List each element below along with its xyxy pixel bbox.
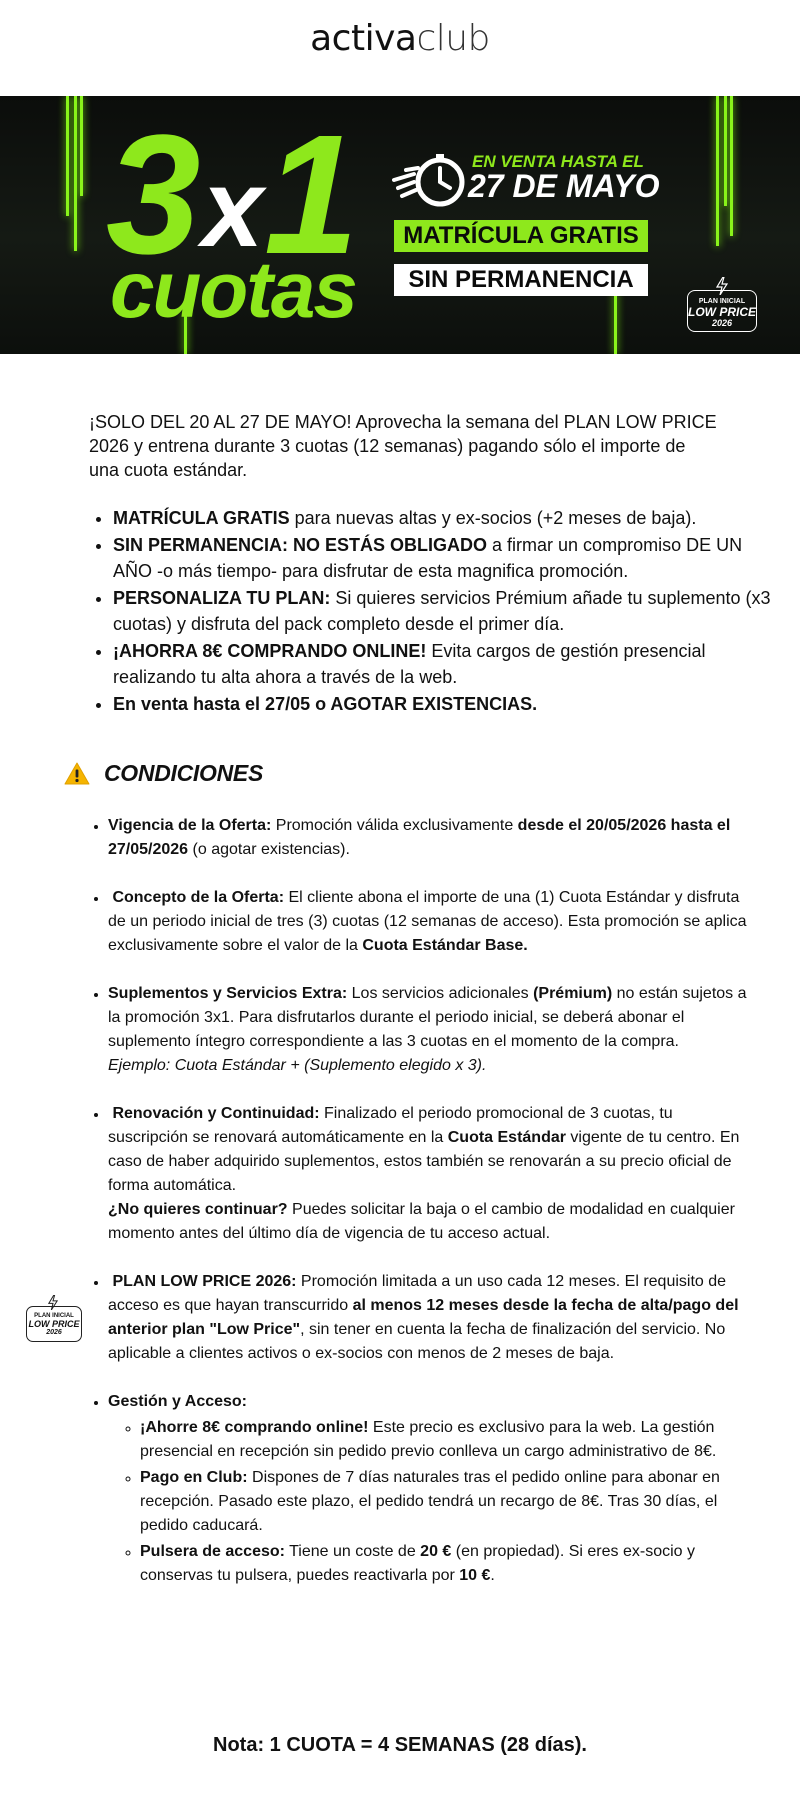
condition-question: ¿No quieres continuar? (108, 1201, 288, 1218)
condition-text: Finalizado el periodo promocional de 3 cuotas, tu suscripción se renovará automáticamente en la (108, 1105, 673, 1146)
benefit-bold: SIN PERMANENCIA: NO ESTÁS OBLIGADO (113, 535, 488, 555)
conditions-title: CONDICIONES (104, 760, 263, 786)
list-item (108, 886, 748, 958)
benefit-bold: ¡AHORRA 8€ COMPRANDO ONLINE! (113, 641, 427, 661)
intro-text: ¡SOLO DEL 20 AL 27 DE MAYO! Aprovecha la semana del PLAN LOW PRICE 2026 y entrena durante 3 cuotas (12 semanas) pagando sólo el importe de una cuota estándar. (89, 412, 717, 480)
clock-speed-icon (392, 150, 468, 210)
benefit-bold: PERSONALIZA TU PLAN: (113, 588, 331, 608)
warning-icon (64, 762, 90, 785)
sub-list-item (140, 1466, 748, 1538)
neon-stripe (614, 292, 617, 354)
footer-note: Nota: 1 CUOTA = 4 SEMANAS (28 días). (213, 1734, 587, 1756)
lightning-icon (48, 1295, 58, 1310)
promo-x: x (202, 147, 264, 270)
benefit-text: a firmar un compromiso DE UN AÑO -o más tiempo- para disfrutar de esta magnifica promoción. (113, 535, 743, 581)
condition-text: . (490, 1567, 495, 1584)
logo-light: club (416, 18, 490, 59)
lightning-icon (716, 277, 728, 295)
benefit-bold: MATRÍCULA GRATIS (113, 508, 290, 528)
brand-logo[interactable] (0, 18, 800, 60)
list-item (108, 1102, 748, 1246)
conditions-heading (64, 760, 263, 787)
management-sublist (108, 1416, 748, 1588)
condition-bold: al menos 12 meses desde la fecha de alta/pago del anterior plan "Low Price" (108, 1297, 739, 1338)
condition-label: Concepto de la Oferta: (112, 889, 285, 906)
sale-end-date: 27 DE MAYO (468, 168, 660, 204)
condition-text: (o agotar existencias). (188, 841, 350, 858)
free-registration-tag: MATRÍCULA GRATIS (394, 220, 648, 252)
low-price-badge (687, 290, 757, 332)
condition-label: Pago en Club: (140, 1469, 248, 1486)
promo-cuotas: cuotas (110, 245, 356, 334)
neon-stripe (716, 96, 719, 246)
neon-stripe (80, 96, 83, 196)
condition-text: , sin tener en cuenta la fecha de finalización del servicio. No aplicable a clientes activos o ex-socios con menos de 2 meses de baja. (108, 1321, 726, 1362)
benefit-text: Evita cargos de gestión presencial realizando tu alta ahora a través de la web. (113, 641, 706, 687)
condition-text: El cliente abona el importe de una (1) Cuota Estándar y disfruta de un periodo inicial de tres (3) cuotas (12 semanas de acceso). Esta promoción se aplica exclusivamente sobre el valor de la (108, 889, 747, 954)
condition-text: Los servicios adicionales (347, 985, 534, 1002)
condition-text: Promoción limitada a un uso cada 12 meses. El requisito de acceso es que hayan transcurrido (108, 1273, 727, 1314)
sub-list-item (140, 1540, 748, 1588)
condition-bold: Cuota Estándar (447, 1129, 566, 1146)
condition-text: (en propiedad). Si eres ex-socio y conservas tu pulsera, puedes reactivarla por (140, 1543, 695, 1584)
no-commitment-tag: SIN PERMANENCIA (394, 264, 648, 296)
list-item (113, 505, 773, 531)
badge-line3: 2026 (711, 318, 733, 328)
list-item (108, 982, 748, 1078)
benefit-text: para nuevas altas y ex-socios (+2 meses de baja). (289, 508, 697, 528)
badge-line1: PLAN INICIAL (34, 1313, 74, 1319)
condition-bold: 10 € (459, 1567, 491, 1584)
benefit-bold: En venta hasta el 27/05 o AGOTAR EXISTENCIAS. (113, 694, 538, 714)
badge-line2: LOW PRICE (688, 305, 756, 319)
promo-three: 3 (106, 100, 195, 290)
sub-list-item (140, 1416, 748, 1464)
condition-bold: Cuota Estándar Base. (362, 937, 528, 954)
condition-text: Este precio es exclusivo para la web. La gestión presencial en recepción sin pedido previo conlleva un cargo administrativo de 8€. (140, 1419, 717, 1460)
list-item (113, 638, 773, 690)
promo-one: 1 (264, 100, 359, 290)
sale-until-label: EN VENTA HASTA EL (472, 152, 644, 171)
condition-text: Puedes solicitar la baja o el cambio de modalidad en cualquier momento antes del último día de vigencia de tu acceso actual. (108, 1201, 735, 1242)
badge-line2: LOW PRICE (28, 1319, 80, 1329)
condition-text: Promoción válida exclusivamente (271, 817, 518, 834)
low-price-small-badge (26, 1306, 82, 1342)
condition-text: no están sujetos a la promoción 3x1. Para disfrutarlos durante el periodo inicial, se deberá abonar el suplemento íntegro correspondiente a las 3 cuotas en el momento de la compra. (108, 985, 747, 1050)
condition-text: Dispones de 7 días naturales tras el pedido online para abonar en recepción. Pasado este plazo, el pedido tendrá un recargo de 8€. Tras 30 días, el pedido caducará. (140, 1469, 720, 1534)
condition-label: Renovación y Continuidad: (112, 1105, 320, 1122)
neon-stripe (730, 96, 733, 236)
badge-line3: 2026 (46, 1329, 62, 1336)
condition-label: Suplementos y Servicios Extra: (108, 985, 348, 1002)
list-item (113, 691, 773, 717)
badge-line1: PLAN INICIAL (698, 298, 746, 305)
condition-label: ¡Ahorre 8€ comprando online! (140, 1419, 369, 1436)
condition-bold: 20 € (420, 1543, 452, 1560)
list-item (108, 1390, 748, 1588)
condition-label: Pulsera de acceso: (140, 1543, 285, 1560)
list-item (113, 585, 773, 637)
neon-stripe (66, 96, 69, 216)
logo-bold: activa (310, 18, 417, 59)
condition-label: Vigencia de la Oferta: (108, 817, 272, 834)
condition-text: vigente de tu centro. En caso de haber adquirido suplementos, estos también se renovarán a su precio oficial de forma automática. (108, 1129, 740, 1194)
promo-banner (0, 96, 800, 354)
list-item (108, 1270, 748, 1366)
condition-bold: desde el 20/05/2026 hasta el 27/05/2026 (108, 817, 731, 858)
neon-stripe (74, 96, 77, 251)
conditions-list (84, 814, 748, 1612)
condition-example: Ejemplo: Cuota Estándar + (Suplemento elegido x 3). (108, 1057, 487, 1074)
list-item (108, 814, 748, 862)
list-item (113, 532, 773, 584)
condition-label: PLAN LOW PRICE 2026: (112, 1273, 297, 1290)
condition-text: Tiene un coste de (284, 1543, 421, 1560)
neon-stripe (724, 96, 727, 206)
benefit-text: Si quieres servicios Prémium añade tu suplemento (x3 cuotas) y disfruta del pack completo desde el primer día. (113, 588, 771, 634)
benefits-list (89, 505, 773, 718)
condition-label: Gestión y Acceso: (108, 1393, 248, 1410)
condition-bold: (Prémium) (533, 985, 613, 1002)
